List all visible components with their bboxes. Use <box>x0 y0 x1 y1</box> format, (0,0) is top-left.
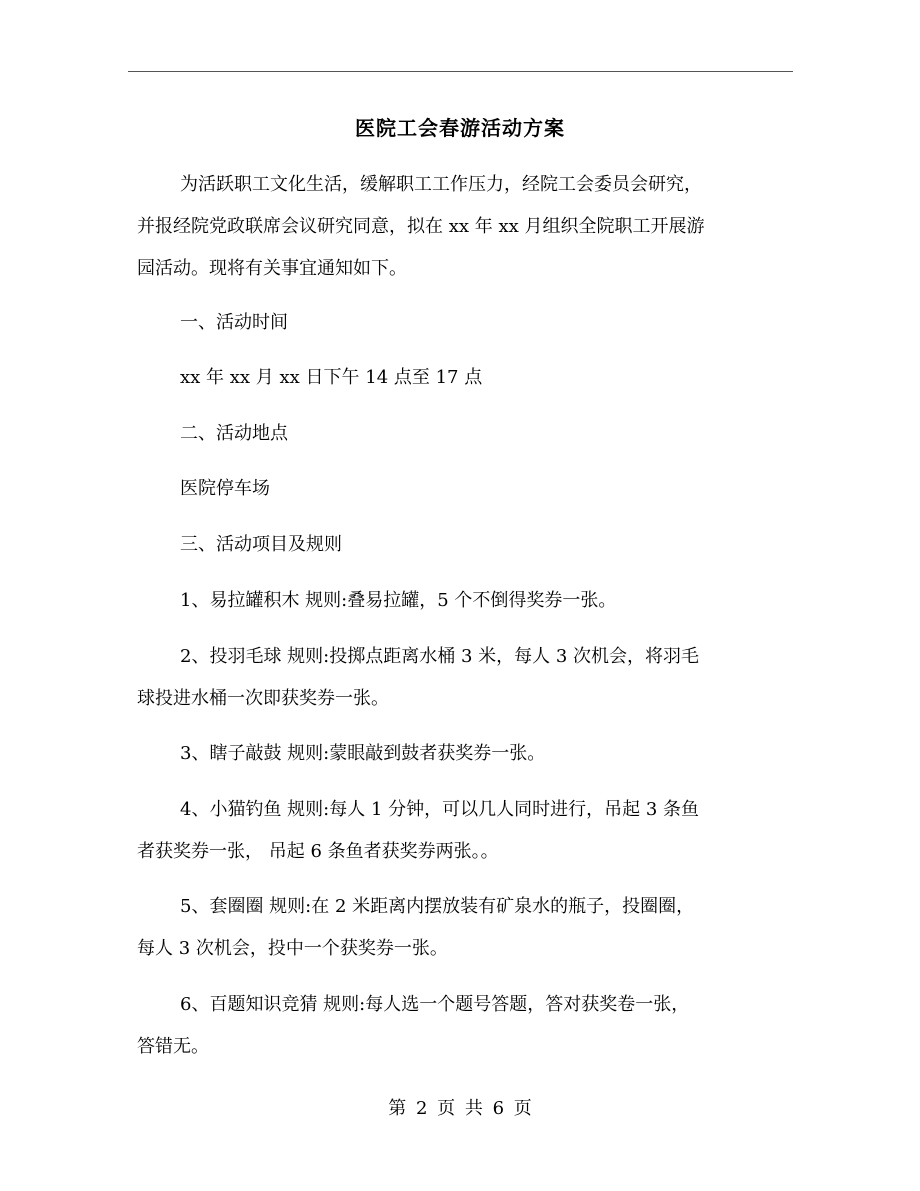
activity-item-5: 5、套圈圈 规则:在 2 米距离内摆放装有矿泉水的瓶子，投圈圈， <box>180 896 695 917</box>
activity-item-2: 2、投羽毛球 规则:投掷点距离水桶 3 米，每人 3 次机会，将羽毛 <box>180 646 700 667</box>
intro-line: 为活跃职工文化生活，缓解职工工作压力，经院工会委员会研究， <box>180 174 702 195</box>
section-heading-items: 三、活动项目及规则 <box>180 534 342 555</box>
intro-line: 园活动。现将有关事宜通知如下。 <box>137 258 407 279</box>
activity-item-1: 1、易拉罐积木 规则:叠易拉罐，5 个不倒得奖券一张。 <box>180 590 617 611</box>
section-heading-place: 二、活动地点 <box>180 423 288 444</box>
section-value-time: xx 年 xx 月 xx 日下午 14 点至 17 点 <box>180 367 483 388</box>
activity-item-6: 6、百题知识竞猜 规则:每人选一个题号答题，答对获奖卷一张， <box>180 994 690 1015</box>
section-heading-time: 一、活动时间 <box>180 312 288 333</box>
activity-item-4-cont: 者获奖券一张， 吊起 6 条鱼者获奖券两张。。 <box>137 841 499 862</box>
activity-item-6-cont: 答错无。 <box>137 1036 209 1057</box>
page-number: 第 2 页 共 6 页 <box>388 1098 532 1119</box>
activity-item-2-cont: 球投进水桶一次即获奖券一张。 <box>137 688 389 709</box>
activity-item-4: 4、小猫钓鱼 规则:每人 1 分钟，可以几人同时进行，吊起 3 条鱼 <box>180 799 700 820</box>
activity-item-5-cont: 每人 3 次机会，投中一个获奖券一张。 <box>137 938 448 959</box>
header-rule <box>128 71 793 72</box>
intro-line: 并报经院党政联席会议研究同意，拟在 xx 年 xx 月组织全院职工开展游 <box>137 216 705 237</box>
document-title: 医院工会春游活动方案 <box>355 116 565 140</box>
section-value-place: 医院停车场 <box>180 478 270 499</box>
activity-item-3: 3、瞎子敲鼓 规则:蒙眼敲到鼓者获奖券一张。 <box>180 743 546 764</box>
